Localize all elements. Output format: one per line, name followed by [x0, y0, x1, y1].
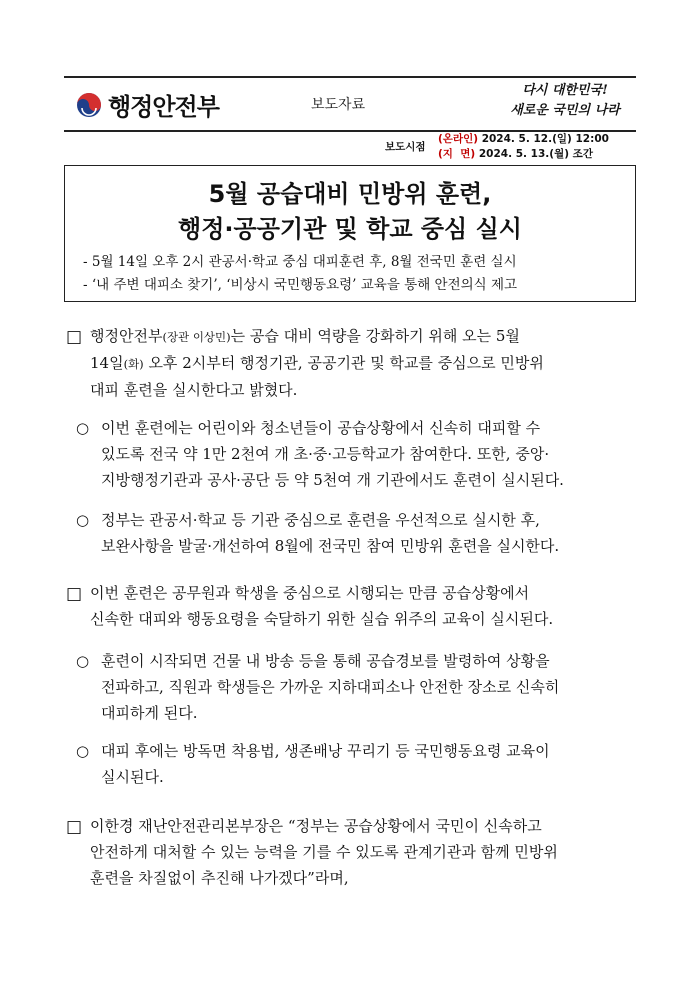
circle-bullet-icon: ○ [76, 511, 90, 529]
print-date: 2024. 5. 13.(월) 조간 [478, 148, 593, 160]
circle-bullet-icon: ○ [76, 652, 90, 670]
headline-line-2: 행정·공공기관 및 학교 중심 실시 [178, 215, 522, 243]
p2-line: 신속한 대피와 행동요령을 숙달하기 위한 실습 위주의 교육이 실시된다. [90, 610, 554, 628]
slogan-calligraphy [500, 81, 630, 125]
print-tag: (지 면) [438, 148, 476, 160]
ministry-name: 행정안전부 [108, 93, 219, 121]
square-bullet-icon: □ [66, 584, 83, 604]
p2b-line: 대피 후에는 방독면 착용법, 생존배낭 꾸리기 등 국민행동요령 교육이 [101, 742, 550, 760]
p2b-line: 실시된다. [101, 768, 164, 786]
p2a-line: 대피하게 된다. [101, 704, 198, 722]
p2a-line: 훈련이 시작되면 건물 내 방송 등을 통해 공습경보를 발령하여 상황을 [101, 652, 550, 670]
square-bullet-icon: □ [66, 817, 83, 837]
p3-line: 이한경 재난안전관리본부장은 “정부는 공습상황에서 국민이 신속하고 [90, 817, 542, 835]
p1b-line: 보완사항을 발굴·개선하여 8월에 전국민 참여 민방위 훈련을 실시한다. [101, 537, 560, 555]
paragraph-1b [101, 507, 559, 559]
paragraph-2a [101, 648, 559, 726]
p1a-line: 이번 훈련에는 어린이와 청소년들이 공습상황에서 신속히 대피할 수 [101, 419, 541, 437]
p2a-line: 전파하고, 직원과 학생들은 가까운 지하대피소나 안전한 장소로 신속히 [101, 678, 560, 696]
p2-line: 이번 훈련은 공무원과 학생을 중심으로 시행되는 만큼 공습상황에서 [90, 584, 530, 602]
p1-text: 는 공습 대비 역량을 강화하기 위해 오는 5월 [230, 327, 520, 345]
headline-line-1: 5월 공습대비 민방위 훈련, [208, 180, 492, 208]
p1-text: 오후 2시부터 행정기관, 공공기관 및 학교를 중심으로 민방위 [143, 354, 544, 372]
paragraph-1a [101, 415, 564, 493]
paragraph-2b [101, 738, 550, 790]
document-header [64, 76, 636, 132]
subheadline-2: - ‘내 주변 대피소 찾기’, ‘비상시 국민행동요령’ 교육을 통해 안전의식 제고 [83, 277, 518, 293]
release-online-row [438, 132, 609, 147]
online-tag: (온라인) [438, 133, 479, 145]
release-label: 보도시점 [385, 141, 426, 153]
paragraph-3 [90, 813, 558, 891]
circle-bullet-icon: ○ [76, 742, 90, 760]
release-print-row [438, 147, 593, 162]
slogan-line-1: 다시 대한민국! [522, 83, 608, 98]
p3-line: 훈련을 차질없이 추진해 나가겠다”라며, [90, 869, 349, 887]
slogan-line-2: 새로운 국민의 나라 [510, 103, 620, 118]
p1-weekday: (화) [123, 357, 144, 371]
ministry-logo [76, 87, 219, 122]
paragraph-2 [90, 580, 553, 632]
title-box [64, 165, 636, 302]
taegeuk-emblem-icon [76, 92, 102, 118]
p1-text: 행정안전부 [90, 327, 163, 345]
p1-text: 대피 훈련을 실시한다고 밝혔다. [90, 381, 298, 399]
paragraph-1 [90, 323, 544, 403]
subheadline-1: - 5월 14일 오후 2시 관공서·학교 중심 대피훈련 후, 8월 전국민 훈련 실시 [83, 254, 517, 270]
square-bullet-icon: □ [66, 327, 83, 347]
p1-text: 14일 [90, 354, 124, 372]
p1b-line: 정부는 관공서·학교 등 기관 중심으로 훈련을 우선적으로 실시한 후, [101, 511, 540, 529]
p1a-line: 있도록 전국 약 1만 2천여 개 초·중·고등학교가 참여한다. 또한, 중앙· [101, 445, 550, 463]
p3-line: 안전하게 대처할 수 있는 능력을 기를 수 있도록 관계기관과 함께 민방위 [90, 843, 558, 861]
online-date: 2024. 5. 12.(일) 12:00 [481, 133, 609, 145]
circle-bullet-icon: ○ [76, 419, 90, 437]
p1-minister: (장관 이상민) [162, 330, 231, 344]
p1a-line: 지방행정기관과 공사·공단 등 약 5천여 개 기관에서도 훈련이 실시된다. [101, 471, 564, 489]
doc-type: 보도자료 [311, 97, 366, 113]
